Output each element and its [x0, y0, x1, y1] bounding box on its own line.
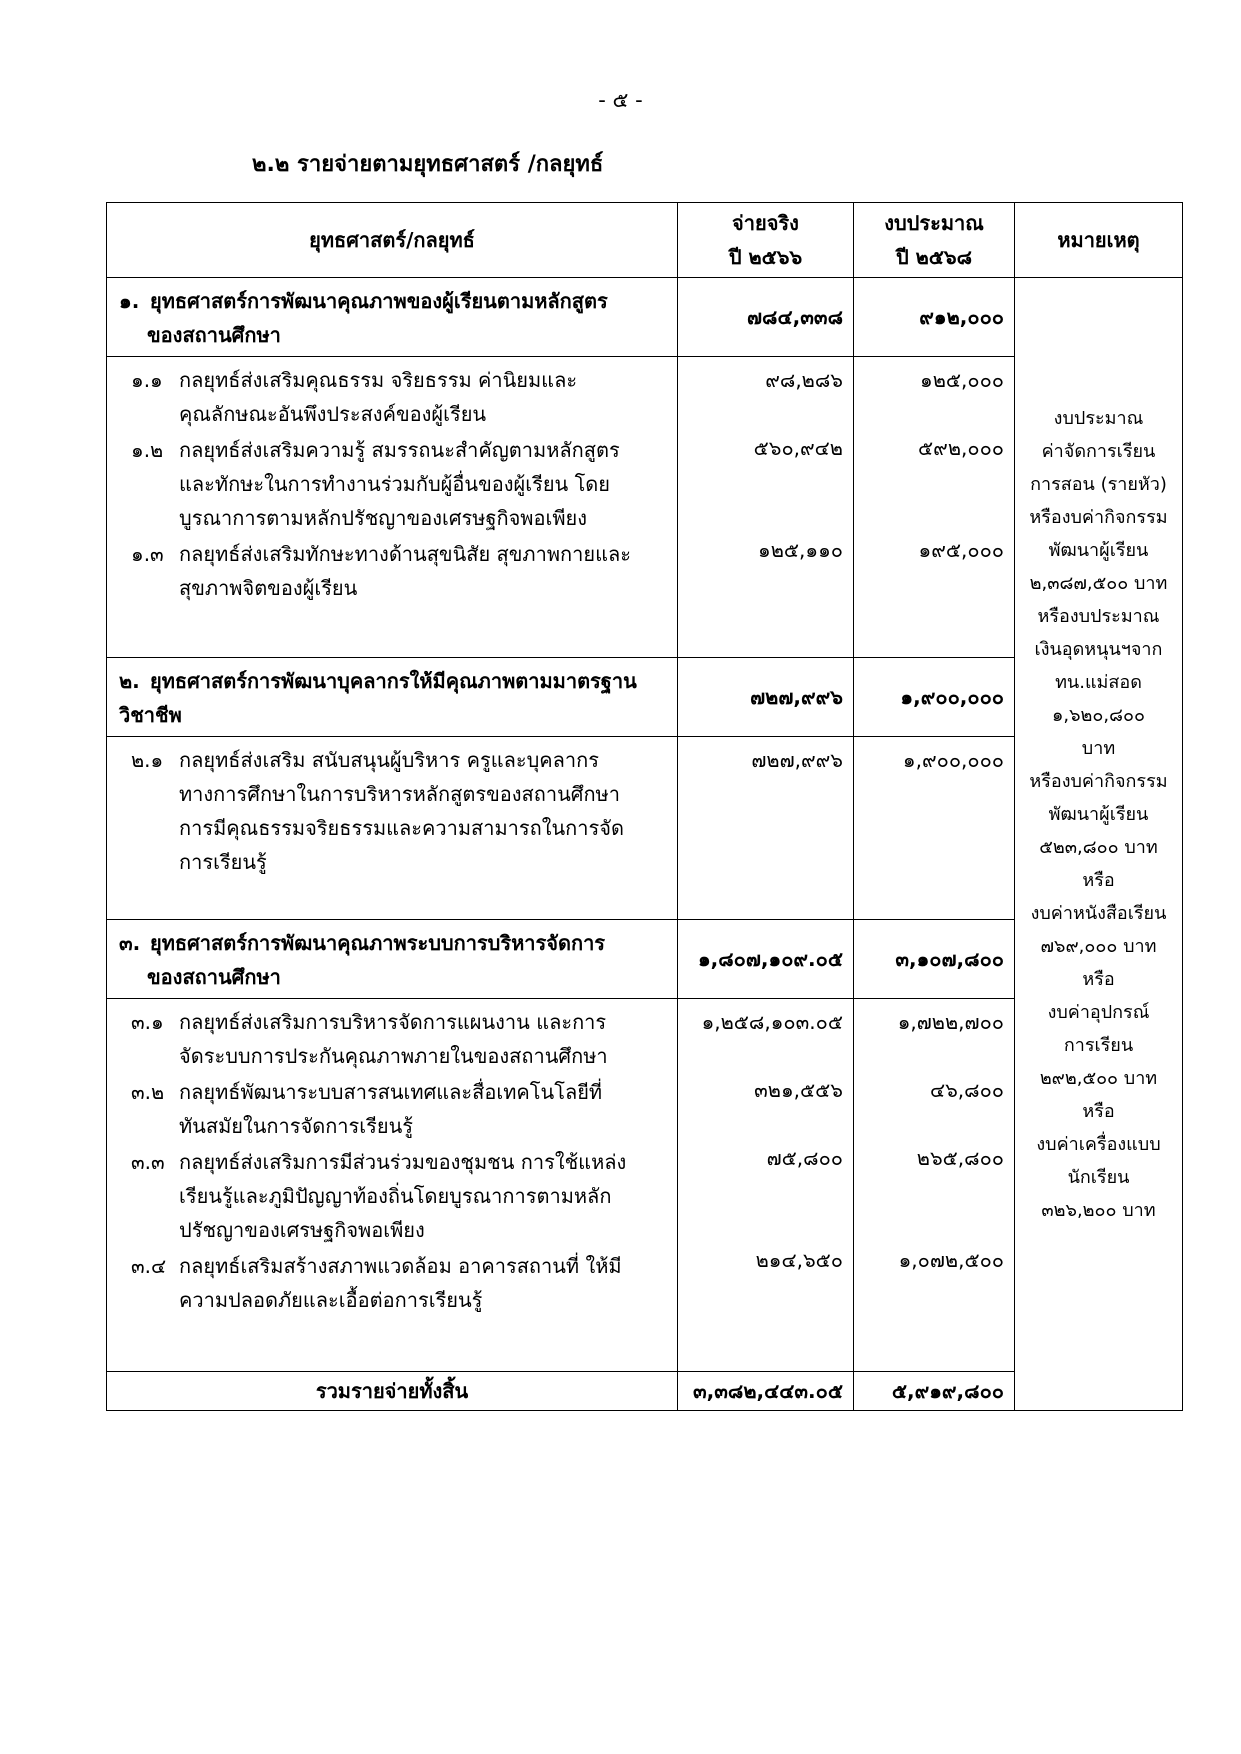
remark-line: งบค่าหนังสือเรียน: [1030, 903, 1167, 924]
spacer: [678, 1107, 843, 1141]
strategy-item: [131, 363, 669, 431]
item-text-line: เรียนรู้และภูมิปัญญาท้องถิ่นโดยบูรณาการตามหลัก: [179, 1184, 612, 1208]
remark-line: การเรียน: [1063, 1035, 1134, 1056]
item-number: ๓.๔: [131, 1254, 167, 1278]
strategy-title-line1: ยุทธศาสตร์การพัฒนาบุคลากรให้มีคุณภาพตามมาตรฐาน: [149, 669, 637, 693]
header-budget-line2: ปี ๒๕๖๘: [895, 245, 973, 269]
strategy-item: [131, 1249, 669, 1317]
remark-line: ค่าจัดการเรียน: [1041, 441, 1156, 462]
strategy-budget: ๓,๑๐๗,๘๐๐: [854, 920, 1015, 999]
remark-line: ๕๒๓,๘๐๐ บาท: [1039, 837, 1158, 858]
item-actual: ๒๑๔,๖๕๐: [755, 1248, 843, 1272]
items-actual: [678, 357, 854, 658]
strategy-title: [107, 658, 678, 737]
items-actual: [678, 737, 854, 920]
header-actual-line2: ปี ๒๕๖๖: [728, 245, 803, 269]
item-text-line: สุขภาพจิตของผู้เรียน: [179, 576, 358, 600]
remark-line: บาท: [1081, 738, 1116, 759]
item-actual: ๑๒๕,๑๑๐: [758, 538, 843, 562]
strategy-row: [107, 278, 1183, 357]
item-actual: ๗๒๗,๙๙๖: [751, 748, 843, 772]
spacer: [678, 1209, 843, 1243]
spacer: [854, 1107, 1004, 1141]
item-budget: ๑๒๕,๐๐๐: [920, 368, 1004, 392]
item-text-line: บูรณาการตามหลักปรัชญาของเศรษฐกิจพอเพียง: [179, 506, 588, 530]
spacer: [678, 465, 843, 499]
items-budget: [854, 737, 1015, 920]
items-budget: [854, 999, 1015, 1372]
item-text-line: กลยุทธ์พัฒนาระบบสารสนเทศและสื่อเทคโนโลยีที่: [179, 1080, 603, 1104]
strategy-budget: ๑,๙๐๐,๐๐๐: [854, 658, 1015, 737]
header-actual: [678, 203, 854, 278]
item-number: ๓.๓: [131, 1150, 165, 1174]
strategy-items: [107, 357, 678, 658]
remark-line: ๑,๖๒๐,๘๐๐: [1051, 705, 1145, 726]
item-budget: ๑,๙๐๐,๐๐๐: [902, 748, 1004, 772]
remark-line: หรืองบประมาณ: [1037, 606, 1160, 627]
section-title: ๒.๒ รายจ่ายตามยุทธศาสตร์ /กลยุทธ์: [252, 152, 604, 177]
remark-line: หรืองบค่ากิจกรรม: [1029, 507, 1168, 528]
remark-line: การสอน (รายหัว): [1030, 474, 1167, 495]
item-number: ๑.๑: [131, 368, 163, 392]
remark-line: งบค่าเครื่องแบบ: [1036, 1134, 1161, 1155]
spacer: [678, 1175, 843, 1209]
strategy-title-line1: ยุทธศาสตร์การพัฒนาคุณภาพของผู้เรียนตามหลักสูตร: [149, 289, 608, 313]
strategy-actual: ๑,๘๐๗,๑๐๙.๐๕: [678, 920, 854, 999]
budget-table: [106, 202, 1183, 1411]
remark-line: พัฒนาผู้เรียน: [1048, 540, 1149, 561]
header-budget-line1: งบประมาณ: [884, 211, 984, 235]
strategy-number: ๒.: [119, 669, 140, 693]
remark-line: หรือ: [1082, 1101, 1115, 1122]
item-text-line: ทางการศึกษาในการบริหารหลักสูตรของสถานศึกษา: [179, 782, 620, 806]
item-number: ๓.๒: [131, 1080, 165, 1104]
remark-line: ๒๙๒,๕๐๐ บาท: [1039, 1068, 1158, 1089]
item-text-line: และทักษะในการทำงานร่วมกับผู้อื่นของผู้เรียน โดย: [179, 472, 611, 496]
item-text-line: การมีคุณธรรมจริยธรรมและความสามารถในการจัด: [179, 816, 624, 840]
remark-line: เงินอุดหนุนฯจาก: [1034, 639, 1163, 660]
remark-line: ๓๒๖,๒๐๐ บาท: [1041, 1200, 1156, 1221]
item-text-line: ทันสมัยในการจัดการเรียนรู้: [179, 1114, 413, 1138]
spacer: [854, 1209, 1004, 1243]
total-actual: ๓,๓๘๒,๔๔๓.๐๕: [678, 1372, 854, 1411]
strategy-item: [131, 537, 669, 605]
item-actual: ๓๒๑,๕๕๖: [754, 1078, 843, 1102]
strategy-number: ๑.: [119, 289, 140, 313]
items-actual: [678, 999, 854, 1372]
spacer: [854, 397, 1004, 431]
item-text-line: กลยุทธ์ส่งเสริมทักษะทางด้านสุขนิสัย สุขภาพกายและ: [179, 542, 631, 566]
item-budget: ๔๖,๘๐๐: [929, 1078, 1004, 1102]
item-text-line: กลยุทธ์ส่งเสริม สนับสนุนผู้บริหาร ครูและบุคลากร: [179, 748, 599, 772]
remark-line: พัฒนาผู้เรียน: [1048, 804, 1149, 825]
item-actual: ๗๕,๘๐๐: [766, 1146, 843, 1170]
strategy-item: [131, 433, 669, 535]
item-text-line: กลยุทธ์ส่งเสริมการมีส่วนร่วมของชุมชน การใช้แหล่ง: [179, 1150, 627, 1174]
strategy-items: [107, 737, 678, 920]
strategy-title-line1: ยุทธศาสตร์การพัฒนาคุณภาพระบบการบริหารจัดการ: [149, 931, 606, 955]
item-budget: ๑๙๕,๐๐๐: [918, 538, 1004, 562]
strategy-item: [131, 1075, 669, 1143]
header-remark: หมายเหตุ: [1015, 203, 1183, 278]
item-number: ๑.๒: [131, 438, 164, 462]
remark-line: หรือ: [1082, 969, 1115, 990]
remark-line: งบค่าอุปกรณ์: [1047, 1002, 1150, 1023]
strategy-number: ๓.: [119, 931, 141, 955]
spacer: [854, 1175, 1004, 1209]
item-text-line: ปรัชญาของเศรษฐกิจพอเพียง: [179, 1218, 425, 1242]
strategy-title-line2: วิชาชีพ: [119, 703, 182, 727]
page-number: - ๕ -: [598, 88, 643, 112]
spacer: [854, 465, 1004, 499]
remark-line: ทน.แม่สอด: [1055, 672, 1142, 693]
strategy-title-line2: ของสถานศึกษา: [147, 323, 281, 347]
spacer: [854, 499, 1004, 533]
strategy-actual: ๗๒๗,๙๙๖: [678, 658, 854, 737]
item-actual: ๕๖๐,๙๔๒: [753, 436, 843, 460]
item-text-line: กลยุทธ์ส่งเสริมคุณธรรม จริยธรรม ค่านิยมและ: [179, 368, 578, 392]
header-actual-line1: จ่ายจริง: [732, 211, 799, 235]
strategy-title: [107, 920, 678, 999]
item-budget: ๑,๐๗๒,๕๐๐: [898, 1248, 1004, 1272]
strategy-budget: ๙๑๒,๐๐๐: [854, 278, 1015, 357]
item-text-line: กลยุทธ์ส่งเสริมความรู้ สมรรถนะสำคัญตามหลักสูตร: [179, 438, 620, 462]
spacer: [678, 397, 843, 431]
item-actual: ๙๘,๒๘๖: [765, 368, 843, 392]
item-number: ๑.๓: [131, 542, 164, 566]
remark-lines: [1019, 402, 1178, 1227]
remark-line: หรืองบค่ากิจกรรม: [1029, 771, 1168, 792]
item-number: ๒.๑: [131, 748, 164, 772]
item-text-line: จัดระบบการประกันคุณภาพภายในของสถานศึกษา: [179, 1044, 608, 1068]
items-budget: [854, 357, 1015, 658]
header-budget: [854, 203, 1015, 278]
item-budget: ๒๖๕,๘๐๐: [916, 1146, 1004, 1170]
table-header-row: [107, 203, 1183, 278]
remark-cell: [1015, 278, 1183, 1411]
item-actual: ๑,๒๕๘,๑๐๓.๐๕: [701, 1010, 843, 1034]
strategy-actual: ๗๘๔,๓๓๘: [678, 278, 854, 357]
strategy-item: [131, 743, 669, 879]
item-text-line: กลยุทธ์เสริมสร้างสภาพแวดล้อม อาคารสถานที่ ให้มี: [179, 1254, 622, 1278]
strategy-items: [107, 999, 678, 1372]
item-budget: ๕๙๒,๐๐๐: [918, 436, 1004, 460]
item-text-line: คุณลักษณะอันพึงประสงค์ของผู้เรียน: [179, 402, 487, 426]
total-budget: ๕,๙๑๙,๘๐๐: [854, 1372, 1015, 1411]
item-text-line: กลยุทธ์ส่งเสริมการบริหารจัดการแผนงาน และการ: [179, 1010, 607, 1034]
item-budget: ๑,๗๒๒,๗๐๐: [897, 1010, 1004, 1034]
spacer: [854, 1039, 1004, 1073]
strategy-title-line2: ของสถานศึกษา: [147, 965, 281, 989]
remark-line: ๒,๓๘๗,๕๐๐ บาท: [1029, 573, 1168, 594]
strategy-title: [107, 278, 678, 357]
total-label: รวมรายจ่ายทั้งสิ้น: [107, 1372, 678, 1411]
strategy-item: [131, 1005, 669, 1073]
item-number: ๓.๑: [131, 1010, 164, 1034]
item-text-line: การเรียนรู้: [179, 850, 267, 874]
remark-line: นักเรียน: [1067, 1167, 1130, 1188]
header-strategy: ยุทธศาสตร์/กลยุทธ์: [107, 203, 678, 278]
spacer: [678, 1039, 843, 1073]
item-text-line: ความปลอดภัยและเอื้อต่อการเรียนรู้: [179, 1288, 483, 1312]
strategy-item: [131, 1145, 669, 1247]
remark-line: หรือ: [1082, 870, 1115, 891]
spacer: [678, 499, 843, 533]
remark-line: ๗๖๙,๐๐๐ บาท: [1040, 936, 1157, 957]
remark-line: งบประมาณ: [1053, 408, 1144, 429]
